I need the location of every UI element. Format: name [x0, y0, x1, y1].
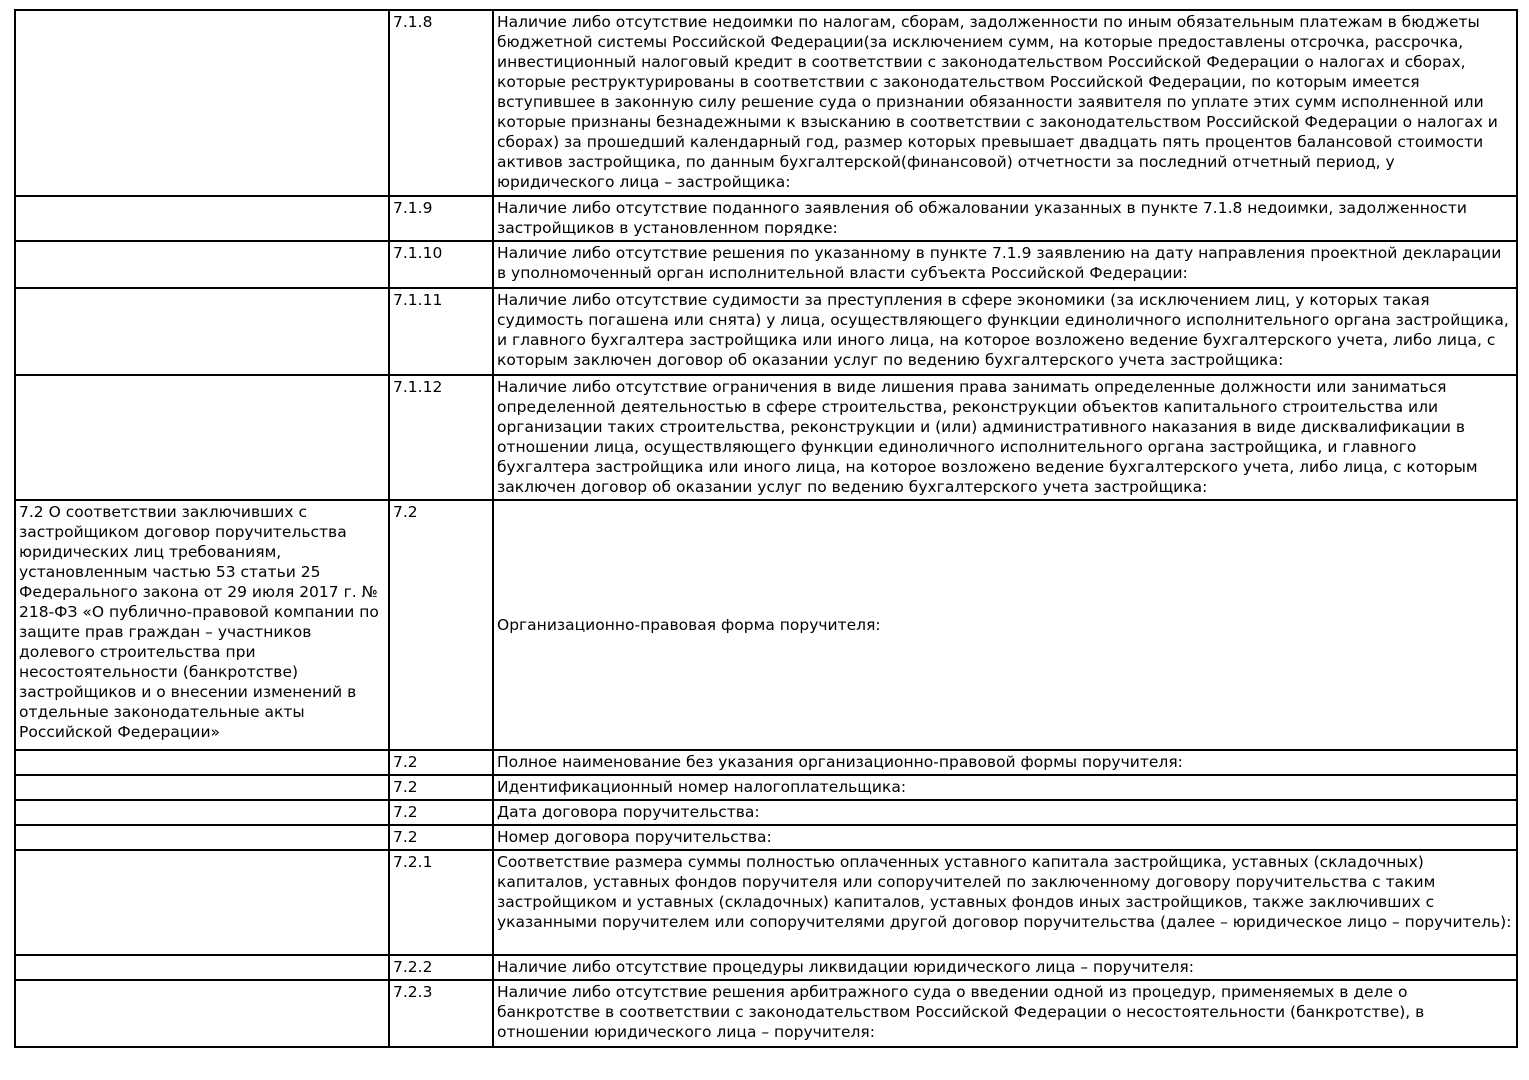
item-description-cell: Наличие либо отсутствие ограничения в виде лишения права занимать определенные должности или заниматься определенной деятельностью в сфере строительства, реконструкции объектов капитального строительства или организации таких строительства, реконструкции и (или) административного наказания в виде дисквалификации в отношении лица, осуществляющего функции единоличного исполнительного органа застройщика, и главного бухгалтера застройщика или иного лица, на которое возложено ведение бухгалтерского учета, либо лица, с которым заключен договор об оказании услуг по ведению бухгалтерского учета застройщика:	[493, 375, 1517, 500]
item-description-cell: Соответствие размера суммы полностью оплаченных уставного капитала застройщика, уставных (складочных) капиталов, уставных фондов поручителя или сопоручителей по заключенному договору поручительства с таким застройщиком и уставных (складочных) капиталов, уставных фондов иных застройщиков, также заключивших с указанными поручителем или сопоручителями другой договор поручительства (далее – юридическое лицо – поручитель):	[493, 850, 1517, 955]
table-row	[15, 800, 1517, 825]
section-cell	[15, 980, 389, 1047]
item-number-cell: 7.2	[389, 775, 493, 800]
table-row	[15, 825, 1517, 850]
item-description-cell: Идентификационный номер налогоплательщика:	[493, 775, 1517, 800]
item-number-cell: 7.2	[389, 800, 493, 825]
section-cell	[15, 850, 389, 955]
section-cell	[15, 10, 389, 196]
item-description-cell: Наличие либо отсутствие поданного заявления об обжаловании указанных в пункте 7.1.8 недоимки, задолженности застройщиков в установленном порядке:	[493, 196, 1517, 241]
item-number-cell: 7.1.10	[389, 241, 493, 288]
item-number-cell: 7.2.2	[389, 955, 493, 980]
table-row	[15, 500, 1517, 750]
section-cell	[15, 825, 389, 850]
table-row	[15, 750, 1517, 775]
item-description-cell: Наличие либо отсутствие решения арбитражного суда о введении одной из процедур, применяемых в деле о банкротстве в соответствии с законодательством Российской Федерации о несостоятельности (банкротстве), в отношении юридического лица – поручителя:	[493, 980, 1517, 1047]
item-number-cell: 7.2	[389, 825, 493, 850]
item-description-cell: Наличие либо отсутствие недоимки по налогам, сборам, задолженности по иным обязательным платежам в бюджеты бюджетной системы Российской Федерации(за исключением сумм, на которые предоставлены отсрочка, рассрочка, инвестиционный налоговый кредит в соответствии с законодательством Российской Федерации о налогах и сборах, которые реструктурированы в соответствии с законодательством Российской Федерации, по которым имеется вступившее в законную силу решение суда о признании обязанности заявителя по уплате этих сумм исполненной или которые признаны безнадежными к взысканию в соответствии с законодательством Российской Федерации о налогах и сборах) за прошедший календарный год, размер которых превышает двадцать пять процентов балансовой стоимости активов застройщика, по данным бухгалтерской(финансовой) отчетности за последний отчетный период, у юридического лица – застройщика:	[493, 10, 1517, 196]
section-cell	[15, 241, 389, 288]
item-description-cell: Дата договора поручительства:	[493, 800, 1517, 825]
item-number-cell: 7.1.8	[389, 10, 493, 196]
declaration-table	[14, 9, 1518, 1048]
item-description-cell: Наличие либо отсутствие процедуры ликвидации юридического лица – поручителя:	[493, 955, 1517, 980]
section-cell	[15, 288, 389, 375]
table-row	[15, 980, 1517, 1047]
table-row	[15, 775, 1517, 800]
item-number-cell: 7.1.11	[389, 288, 493, 375]
table-row	[15, 375, 1517, 500]
table-row	[15, 241, 1517, 288]
table-row	[15, 10, 1517, 196]
table-body	[15, 10, 1517, 1047]
item-number-cell: 7.1.12	[389, 375, 493, 500]
table-row	[15, 288, 1517, 375]
item-description-cell: Наличие либо отсутствие судимости за преступления в сфере экономики (за исключением лиц, у которых такая судимость погашена или снята) у лица, осуществляющего функции единоличного исполнительного органа застройщика, и главного бухгалтера застройщика или иного лица, на которое возложено ведение бухгалтерского учета, либо лица, с которым заключен договор об оказании услуг по ведению бухгалтерского учета застройщика:	[493, 288, 1517, 375]
item-number-cell: 7.2	[389, 750, 493, 775]
item-number-cell: 7.2	[389, 500, 493, 750]
item-number-cell: 7.2.3	[389, 980, 493, 1047]
section-cell	[15, 955, 389, 980]
section-cell	[15, 775, 389, 800]
item-description-cell: Номер договора поручительства:	[493, 825, 1517, 850]
table-row	[15, 955, 1517, 980]
section-cell: 7.2 О соответствии заключивших с застройщиком договор поручительства юридических лиц требованиям, установленным частью 53 статьи 25 Федерального закона от 29 июля 2017 г. № 218-ФЗ «О публично-правовой компании по защите прав граждан – участников долевого строительства при несостоятельности (банкротстве) застройщиков и о внесении изменений в отдельные законодательные акты Российской Федерации»	[15, 500, 389, 750]
item-description-cell: Наличие либо отсутствие решения по указанному в пункте 7.1.9 заявлению на дату направления проектной декларации в уполномоченный орган исполнительной власти субъекта Российской Федерации:	[493, 241, 1517, 288]
item-description-cell: Полное наименование без указания организационно-правовой формы поручителя:	[493, 750, 1517, 775]
item-number-cell: 7.1.9	[389, 196, 493, 241]
table-row	[15, 850, 1517, 955]
section-cell	[15, 800, 389, 825]
table-row	[15, 196, 1517, 241]
section-cell	[15, 196, 389, 241]
section-cell	[15, 375, 389, 500]
item-description-cell: Организационно-правовая форма поручителя:	[493, 500, 1517, 750]
section-cell	[15, 750, 389, 775]
item-number-cell: 7.2.1	[389, 850, 493, 955]
